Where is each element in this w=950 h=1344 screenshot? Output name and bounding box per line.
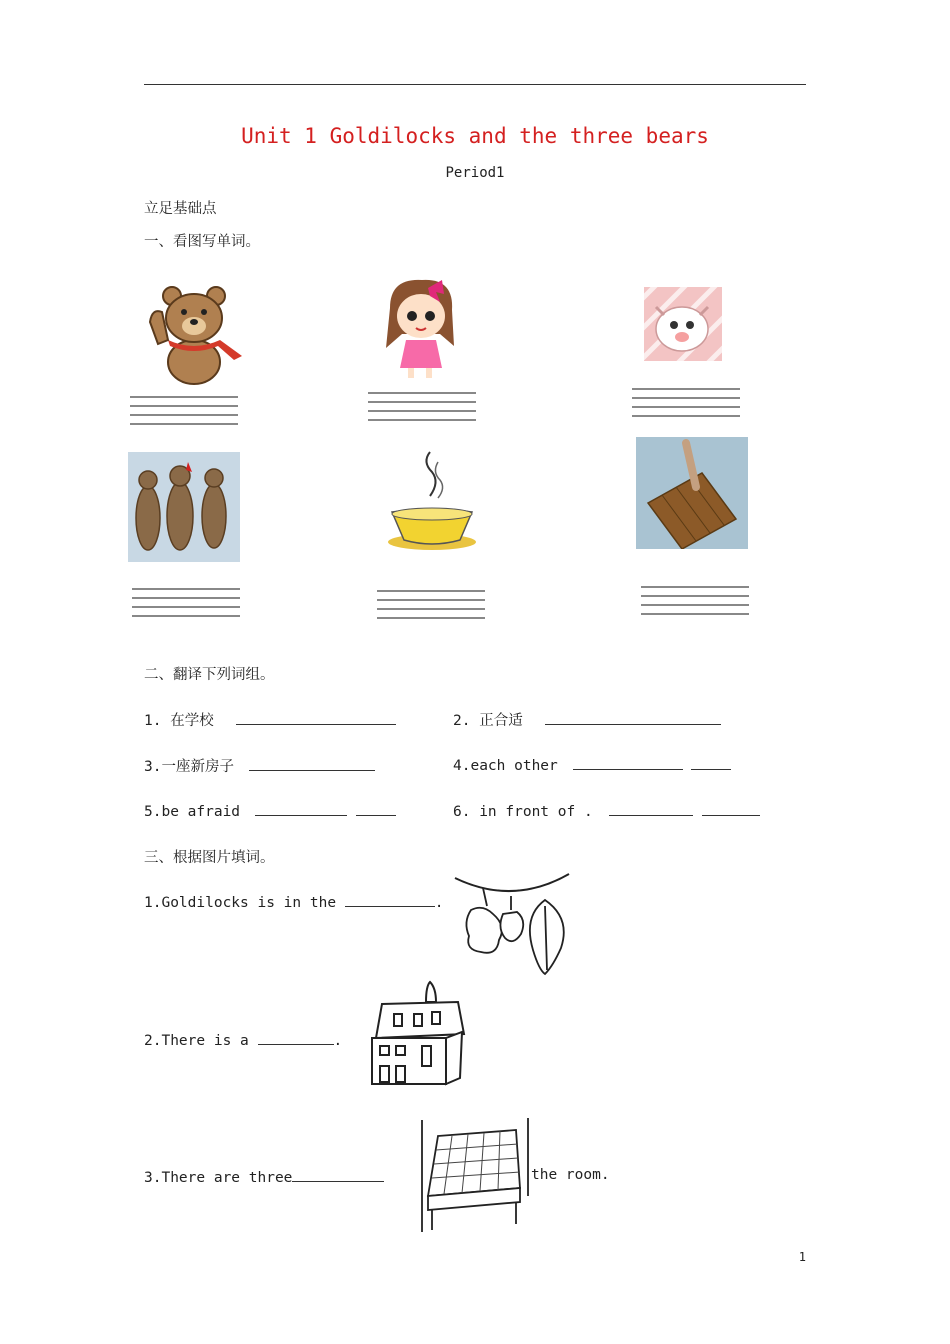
- phrase-item-5: [144, 801, 396, 820]
- item-text: in front of .: [479, 804, 593, 820]
- question-end: .: [333, 1033, 343, 1049]
- phrase-item-2: [453, 709, 721, 730]
- answer-blank[interactable]: [258, 1030, 334, 1045]
- fill-question-2: [144, 1030, 342, 1049]
- bed-icon: [420, 1116, 534, 1232]
- section-intro: 立足基础点: [144, 201, 217, 217]
- question-text: 3.There are three: [144, 1170, 293, 1186]
- fill-question-3: [144, 1167, 384, 1186]
- answer-blank[interactable]: [345, 892, 435, 907]
- answer-lines-5[interactable]: [377, 590, 485, 626]
- item-number: 1.: [144, 713, 162, 729]
- item-text: 正合适: [479, 713, 523, 729]
- header-rule: [144, 84, 806, 85]
- answer-blank[interactable]: [573, 755, 683, 770]
- tea-cup-icon: [386, 448, 478, 554]
- answer-blank[interactable]: [609, 801, 693, 816]
- page-number: 1: [798, 1250, 806, 1264]
- item-text: each other: [470, 758, 558, 774]
- answer-blank[interactable]: [691, 755, 731, 770]
- answer-blank[interactable]: [249, 756, 375, 771]
- section3-heading: 三、根据图片填词。: [144, 850, 275, 866]
- page-title: Unit 1 Goldilocks and the three bears: [241, 124, 709, 148]
- question-end: .: [434, 895, 444, 911]
- wooden-board-icon: [636, 437, 748, 549]
- pig-icon: [644, 287, 722, 361]
- item-number: 6.: [453, 804, 471, 820]
- item-number: 4.: [453, 758, 471, 774]
- three-bears-icon: [128, 452, 240, 562]
- item-text: 在学校: [170, 713, 214, 729]
- question-text: 2.There is a: [144, 1033, 249, 1049]
- phrase-item-6: [453, 801, 760, 820]
- period-label: Period1: [445, 165, 505, 181]
- item-text: be afraid: [161, 804, 241, 820]
- answer-blank[interactable]: [255, 801, 347, 816]
- phrase-item-1: [144, 709, 396, 730]
- answer-lines-3[interactable]: [632, 388, 740, 424]
- girl-icon: [380, 278, 462, 380]
- house-icon: [366, 980, 468, 1090]
- question3-end: the room.: [531, 1167, 610, 1183]
- answer-blank[interactable]: [292, 1167, 384, 1182]
- answer-lines-4[interactable]: [132, 588, 240, 624]
- answer-blank[interactable]: [236, 710, 396, 725]
- section2-heading: 二、翻译下列词组。: [144, 667, 275, 683]
- answer-blank[interactable]: [356, 801, 396, 816]
- question-text: 1.Goldilocks is in the: [144, 895, 337, 911]
- item-number: 2.: [453, 713, 471, 729]
- answer-blank[interactable]: [702, 801, 760, 816]
- item-number: 3.: [144, 759, 162, 775]
- answer-lines-1[interactable]: [130, 396, 238, 432]
- answer-lines-2[interactable]: [368, 392, 476, 428]
- item-text: 一座新房子: [161, 759, 234, 775]
- phrase-item-4: [453, 755, 731, 774]
- section1-heading: 一、看图写单词。: [144, 234, 260, 250]
- bear-icon: [142, 282, 246, 386]
- answer-lines-6[interactable]: [641, 586, 749, 622]
- forest-icon: [453, 866, 571, 980]
- item-number: 5.: [144, 804, 162, 820]
- answer-blank[interactable]: [545, 710, 721, 725]
- fill-question-1: [144, 892, 444, 911]
- phrase-item-3: [144, 755, 375, 776]
